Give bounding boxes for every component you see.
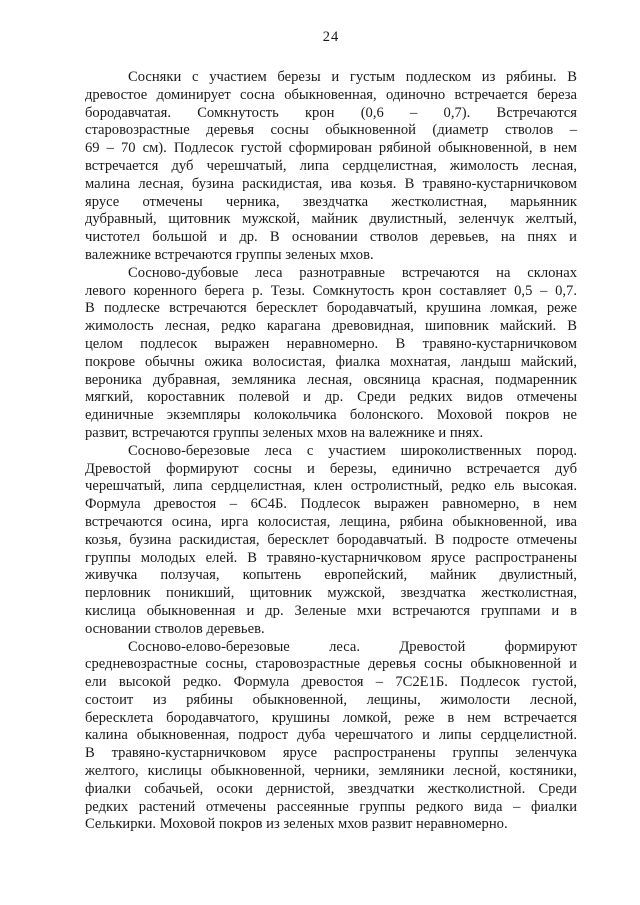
text-line: ели высокой редко. Формула древостоя – 7С2Е1Б. Подлесок густой, (85, 674, 577, 691)
text-line: фиалки собачьей, осоки дернистой, звездчатки жестколистной. Среди (85, 780, 577, 797)
text-line: группы молодых елей. В травяно-кустарничковом ярусе распространены (85, 549, 577, 566)
text-line: Сосново-елово-березовые леса. Древостой формируют (128, 638, 577, 655)
text-line: покрове обычны ожика волосистая, фиалка мохнатая, ландыш майский, (85, 353, 577, 370)
text-line: живучка ползучая, копытень европейский, майник двулистный, (85, 567, 577, 584)
text-line: Формула древостоя – 6С4Б. Подлесок выражен равномерно, в нем (85, 496, 577, 513)
text-line: 69 – 70 см). Подлесок густой сформирован рябиной обыкновенной, в нем (85, 140, 577, 157)
text-line: бересклета бородавчатого, крушины ломкой, реже в нем встречается (85, 709, 577, 726)
text-line: чистотел большой и др. В основании стволов деревьев, на пнях и (85, 229, 577, 246)
text-line: желтого, кислицы обыкновенной, черники, земляники лесной, костяники, (85, 763, 577, 780)
text-line: левого коренного берега р. Тезы. Сомкнутость крон составляет 0,5 – 0,7. (85, 282, 577, 299)
text-line: редких растений отмечены рассеянные группы редкого вида – фиалки (85, 798, 577, 815)
text-line: целом подлесок выражен неравномерно. В травяно-кустарничковом (85, 335, 577, 352)
paragraph (85, 69, 577, 265)
text-line: встречается дуб черешчатый, липа сердцелистная, жимолость лесная, (85, 157, 577, 174)
text-line: В травяно-кустарничковом ярусе распространены группы зеленчука (85, 745, 577, 762)
text-line: развит, встречаются группы зеленых мхов на валежнике и пнях. (85, 424, 484, 441)
text-line: бородавчатая. Сомкнутость крон (0,6 – 0,7). Встречаются (85, 104, 577, 121)
text-line: Селькирки. Моховой покров из зеленых мхов развит неравномерно. (85, 816, 508, 833)
text-line: кислица обыкновенная и др. Зеленые мхи встречаются группами и в (85, 602, 577, 619)
text-line: валежнике встречаются группы зеленых мхов. (85, 246, 374, 263)
text-line: жимолость лесная, редко карагана древовидная, шиповник майский. В (85, 318, 577, 335)
text-line: старовозрастные деревья сосны обыкновенной (диаметр стволов – (85, 122, 577, 139)
text-line: мягкий, короставник полевой и др. Среди редких видов отмечены (85, 389, 577, 406)
text-line: единичные экземпляры колокольчика болонского. Моховой покров не (85, 407, 577, 424)
text-line: козья, бузина раскидистая, бересклет бородавчатый. В подросте отмечены (85, 531, 577, 548)
text-line: основании стволов деревьев. (85, 620, 265, 637)
text-line: встречаются осина, ирга колосистая, лещина, рябина обыкновенной, ива (85, 513, 577, 530)
text-line: дубравный, щитовник мужской, майник двулистный, зеленчук желтый, (85, 211, 577, 228)
text-line: черешчатый, липа сердцелистная, клен остролистный, редко ель высокая. (85, 478, 577, 495)
text-line: древостое доминирует сосна обыкновенная, одиночно встречается береза (85, 86, 577, 103)
text-line: калина обыкновенная, подрост дуба черешчатого и липы сердцелистной. (85, 727, 577, 744)
text-line: перловник поникший, щитовник мужской, звездчатка жестколистная, (85, 585, 577, 602)
paragraph (85, 639, 577, 835)
text-line: Сосново-дубовые леса разнотравные встречаются на склонах (128, 264, 577, 281)
text-line: Древостой формируют сосны и березы, единично встречается дуб (85, 460, 577, 477)
page-number: 24 (322, 29, 340, 45)
text-line: вероника дубравная, земляника лесная, овсяница красная, подмаренник (85, 371, 577, 388)
document-body (85, 69, 577, 834)
text-line: Сосново-березовые леса с участием широколиственных пород. (128, 442, 577, 459)
text-line: малина лесная, бузина раскидистая, ива козья. В травяно-кустарничковом (85, 175, 577, 192)
text-line: средневозрастные сосны, старовозрастные деревья сосны обыкновенной и (85, 656, 577, 673)
text-line: ярусе отмечены черника, звездчатка жестколистная, марьянник (85, 193, 577, 210)
paragraph (85, 443, 577, 639)
paragraph (85, 265, 577, 443)
text-line: состоит из рябины обыкновенной, лещины, жимолости лесной, (85, 691, 577, 708)
text-line: В подлеске встречаются бересклет бородавчатый, крушина ломкая, реже (85, 300, 577, 317)
text-line: Сосняки с участием березы и густым подлеском из рябины. В (128, 69, 577, 85)
